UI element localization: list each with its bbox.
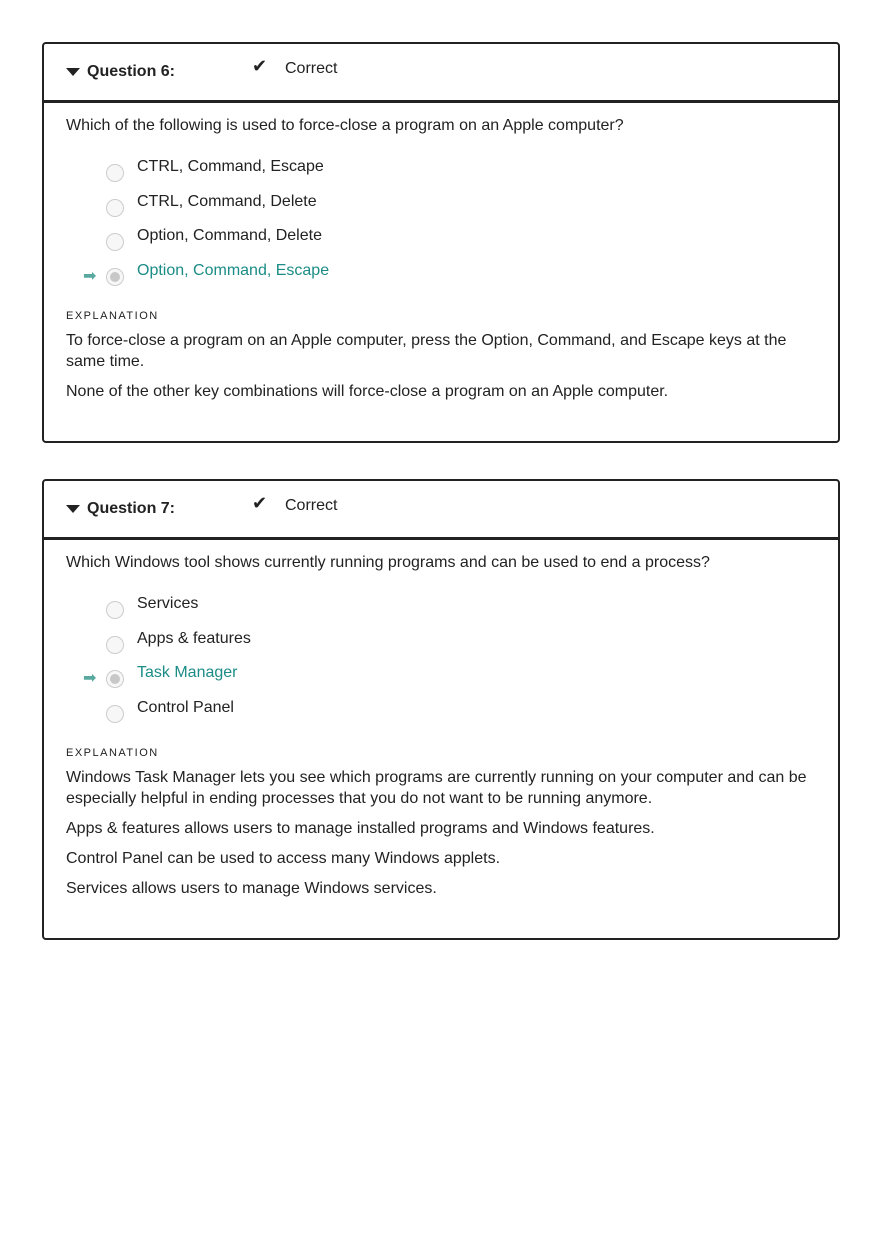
explanation-text: To force-close a program on an Apple computer, press the Option, Command, and Escape keys at the same time.	[66, 332, 787, 370]
option-label: Control Panel	[137, 698, 234, 716]
question-header[interactable]	[44, 44, 838, 103]
option-label: Task Manager	[137, 664, 238, 681]
question-card	[42, 42, 840, 443]
arrow-right-icon: ➡	[83, 267, 97, 285]
option-label: Apps & features	[137, 629, 251, 647]
radio-button[interactable]	[106, 199, 124, 217]
status-label: Correct	[285, 60, 338, 77]
answer-option[interactable]	[66, 699, 816, 734]
question-text: Which Windows tool shows currently running programs and can be used to end a process?	[66, 554, 710, 571]
radio-button[interactable]	[106, 268, 124, 286]
answer-option[interactable]	[66, 227, 816, 262]
radio-button[interactable]	[106, 705, 124, 723]
status-label: Correct	[285, 497, 338, 514]
radio-button[interactable]	[106, 164, 124, 182]
option-label: CTRL, Command, Escape	[137, 158, 324, 175]
radio-button[interactable]	[106, 233, 124, 251]
explanation-text: Services allows users to manage Windows services.	[66, 880, 437, 897]
explanation-label: EXPLANATION	[66, 310, 159, 322]
explanation-text: None of the other key combinations will force-close a program on an Apple computer.	[66, 383, 669, 400]
explanation-text: Control Panel can be used to access many Windows applets.	[66, 850, 501, 867]
option-label: Option, Command, Escape	[137, 261, 330, 279]
option-label: CTRL, Command, Delete	[137, 192, 317, 210]
check-icon: ✔	[252, 56, 268, 76]
explanation-text: Windows Task Manager lets you see which programs are currently running on your computer and can be especially helpful in ending processes that you do not want to be running anymore.	[66, 769, 807, 807]
caret-down-icon[interactable]	[66, 68, 80, 76]
option-label: Services	[137, 595, 199, 612]
explanation-label: EXPLANATION	[66, 747, 159, 759]
option-label: Option, Command, Delete	[137, 227, 322, 244]
question-card	[42, 479, 840, 940]
answer-option[interactable]	[66, 664, 816, 699]
radio-button[interactable]	[106, 636, 124, 654]
answer-option[interactable]	[66, 595, 816, 630]
question-title: Question 7:	[87, 500, 176, 517]
answer-option[interactable]	[66, 193, 816, 228]
answer-option[interactable]	[66, 158, 816, 193]
answer-option[interactable]	[66, 262, 816, 297]
question-title: Question 6:	[87, 63, 176, 80]
question-header[interactable]	[44, 481, 838, 540]
arrow-right-icon: ➡	[83, 670, 97, 687]
question-text: Which of the following is used to force-close a program on an Apple computer?	[66, 117, 624, 134]
radio-button[interactable]	[106, 601, 124, 619]
radio-button[interactable]	[106, 670, 124, 688]
check-icon: ✔	[252, 493, 268, 513]
explanation-text: Apps & features allows users to manage installed programs and Windows features.	[66, 820, 655, 837]
answer-option[interactable]	[66, 630, 816, 665]
caret-down-icon[interactable]	[66, 505, 80, 513]
